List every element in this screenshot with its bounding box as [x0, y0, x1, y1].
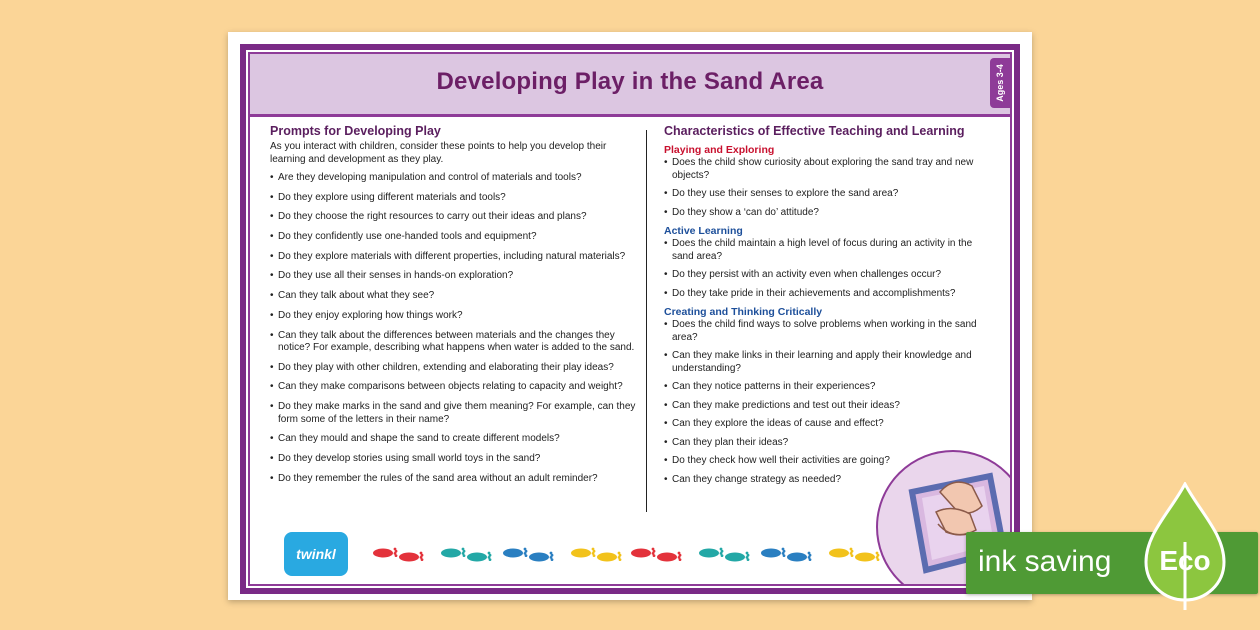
section-heading: Creating and Thinking Critically	[664, 306, 823, 318]
characteristic-item: • Do they take pride in their achievements and accomplishments?	[664, 288, 980, 301]
page-title: Developing Play in the Sand Area	[436, 68, 824, 95]
footprint-icon	[630, 544, 682, 564]
prompt-item: • Can they talk about the differences between materials and the changes they notice? For example, describing what happens when water is added to the sand.	[270, 330, 638, 355]
twinkl-logo: twinkl	[284, 532, 348, 576]
footprint-icon	[570, 544, 622, 564]
prompt-item: • Do they play with other children, extending and elaborating their play ideas?	[270, 362, 638, 375]
section-heading: Active Learning	[664, 225, 743, 237]
characteristic-item: • Do they show a ‘can do’ attitude?	[664, 207, 980, 220]
age-tab	[990, 58, 1010, 108]
characteristic-item: • Do they check how well their activities are going?	[664, 455, 980, 468]
right-column	[664, 124, 980, 492]
left-heading: Prompts for Developing Play	[270, 124, 441, 138]
prompt-item: • Do they enjoy exploring how things work?	[270, 310, 638, 323]
sheet-inner-border	[248, 52, 1012, 586]
characteristic-item: • Can they plan their ideas?	[664, 437, 980, 450]
prompt-item: • Do they choose the right resources to carry out their ideas and plans?	[270, 211, 638, 224]
characteristic-item: • Can they make predictions and test out their ideas?	[664, 400, 980, 413]
prompt-item: • Do they make marks in the sand and give them meaning? For example, can they form some of the letters in their name?	[270, 401, 638, 426]
characteristic-item: • Can they change strategy as needed?	[664, 474, 980, 487]
prompt-item: • Do they explore using different materials and tools?	[270, 192, 638, 205]
sheet-frame	[240, 44, 1020, 594]
footprint-icon	[828, 544, 880, 564]
column-divider	[646, 130, 647, 512]
prompt-item: • Can they make comparisons between objects relating to capacity and weight?	[270, 381, 638, 394]
characteristic-item: • Does the child show curiosity about exploring the sand tray and new objects?	[664, 157, 980, 182]
prompt-item: • Do they confidently use one-handed tools and equipment?	[270, 231, 638, 244]
prompts-list	[270, 172, 638, 485]
prompt-item: • Do they remember the rules of the sand area without an adult reminder?	[270, 473, 638, 486]
prompt-item: • Do they develop stories using small world toys in the sand?	[270, 453, 638, 466]
title-band	[250, 54, 1010, 117]
footprint-icon	[760, 544, 812, 564]
characteristic-item: • Can they make links in their learning and apply their knowledge and understanding?	[664, 350, 980, 375]
prompt-item: • Can they talk about what they see?	[270, 290, 638, 303]
prompt-item: • Can they mould and shape the sand to create different models?	[270, 433, 638, 446]
right-heading: Characteristics of Effective Teaching and Learning	[664, 124, 965, 138]
section-list	[664, 157, 980, 219]
eco-label: Eco	[1159, 545, 1211, 576]
characteristic-item: • Do they use their senses to explore the sand area?	[664, 188, 980, 201]
left-column	[270, 124, 638, 492]
prompt-item: • Do they explore materials with different properties, including natural materials?	[270, 251, 638, 264]
prompt-item: • Are they developing manipulation and control of materials and tools?	[270, 172, 638, 185]
footprint-icon	[698, 544, 750, 564]
section-heading: Playing and Exploring	[664, 144, 775, 156]
footprint-icon	[502, 544, 554, 564]
section-list	[664, 238, 980, 300]
activity-sheet	[228, 32, 1032, 600]
footprint-icon	[372, 544, 424, 564]
characteristic-item: • Can they notice patterns in their experiences?	[664, 381, 980, 394]
left-intro: As you interact with children, consider these points to help you develop their learning and development as they play.	[270, 141, 607, 165]
age-tab-label: Ages 3-4	[995, 64, 1005, 102]
characteristic-item: • Does the child find ways to solve problems when working in the sand area?	[664, 319, 980, 344]
characteristic-item: • Can they explore the ideas of cause and effect?	[664, 418, 980, 431]
footprint-icon	[440, 544, 492, 564]
ink-saving-text: ink saving	[978, 545, 1112, 578]
characteristic-item: • Does the child maintain a high level of focus during an activity in the sand area?	[664, 238, 980, 263]
characteristic-item: • Do they persist with an activity even when challenges occur?	[664, 269, 980, 282]
prompt-item: • Do they use all their senses in hands-on exploration?	[270, 270, 638, 283]
